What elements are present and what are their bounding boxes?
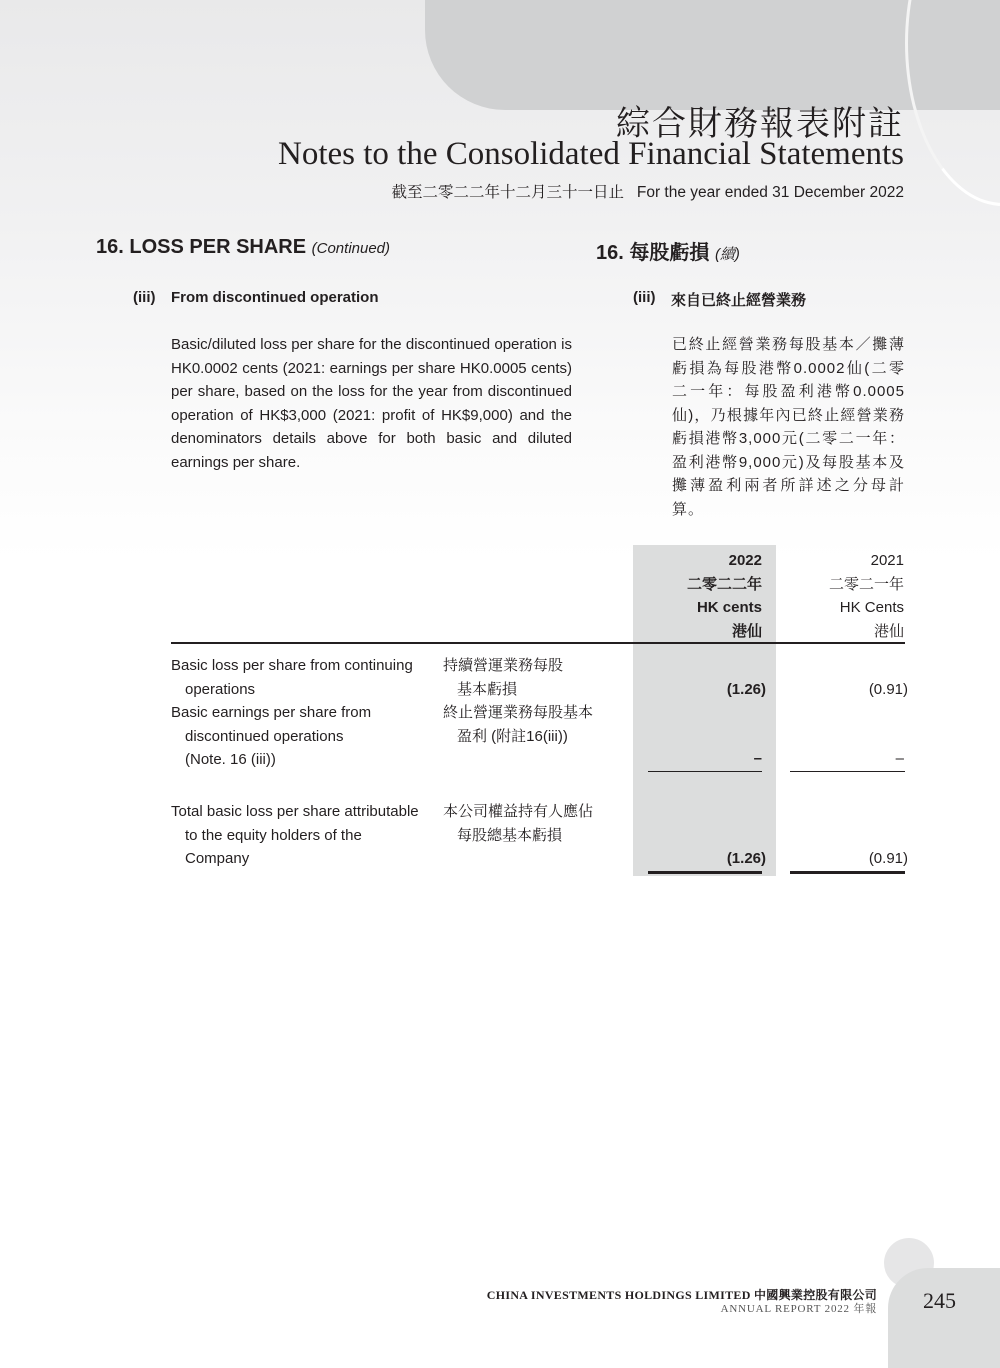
subtotal-rule-2021 xyxy=(790,771,905,772)
table-row-label-english xyxy=(171,654,413,701)
paragraph-chinese: 已終止經營業務每股基本／攤薄虧損為每股港幣0.0002仙(二零二一年：每股盈利港幣0.0005仙)，乃根據年內已終止經營業務虧損港幣3,000元(二零二一年：盈利港幣9,000元)及每股基本及攤薄盈利兩者所詳述之分母計算。 xyxy=(672,336,905,518)
section-continued-label: (Continued) xyxy=(311,240,391,257)
table-row-label-chinese xyxy=(443,701,593,748)
page-title-chinese: 綜合財務報表附註 xyxy=(616,104,904,144)
table-cell-2021: – xyxy=(895,750,904,767)
table-cell-2021: (0.91) xyxy=(868,850,908,867)
row-label-line: Basic loss per share from continuing xyxy=(171,657,413,674)
section-number: 16. xyxy=(96,236,124,258)
table-cell-2022: (1.26) xyxy=(726,850,766,867)
section-heading-chinese xyxy=(596,236,740,265)
section-heading-english xyxy=(96,236,390,259)
total-rule-2021 xyxy=(790,871,905,874)
period-english: For the year ended 31 December 2022 xyxy=(636,184,904,201)
column-year-cn: 二零二二年 xyxy=(686,575,762,593)
page-number: 245 xyxy=(923,1288,956,1313)
table-cell-2021: (0.91) xyxy=(868,681,908,698)
row-label-line: Total basic loss per share attributable xyxy=(171,803,419,820)
column-year: 2022 xyxy=(728,552,762,569)
table-row-label-english xyxy=(171,701,371,772)
row-label-line: 每股總基本虧損 xyxy=(457,826,563,844)
table-cell-2022: – xyxy=(753,750,762,767)
table-row-label-english xyxy=(171,800,419,871)
table-row-label-chinese xyxy=(443,654,563,701)
row-label-line: to the equity holders of the xyxy=(185,826,362,844)
total-rule-2022 xyxy=(648,871,762,874)
row-label-line: 持續營運業務每股 xyxy=(443,657,564,674)
column-header-2021 xyxy=(829,549,904,643)
paragraph-english: Basic/diluted loss per share for the discontinued operation is HK0.0002 cents (2021: earnings per share HK0.0005 cents) per share, based on the loss for the year from discontinued operation of HK$3,000 (2021: profit of HK$9,000) and the denominators details above for both basic and diluted earnings per share. xyxy=(171,336,572,471)
row-label-line: Basic earnings per share from xyxy=(171,704,372,721)
row-label-line: 盈利 (附註16(iii)) xyxy=(457,727,568,745)
section-title: LOSS PER SHARE xyxy=(129,236,307,258)
row-label-line: 基本虧損 xyxy=(457,680,518,698)
subsection-number: (iii) xyxy=(133,289,156,306)
table-row-label-chinese xyxy=(443,800,593,847)
table-cell-2022: (1.26) xyxy=(726,681,766,698)
column-year: 2021 xyxy=(870,552,904,569)
period-chinese: 截至二零二二年十二月三十一日止 xyxy=(391,184,624,201)
period-subtitle xyxy=(391,180,904,202)
row-label-line: Company xyxy=(185,850,250,867)
row-label-line: (Note. 16 (iii)) xyxy=(185,751,276,768)
subtotal-rule-2022 xyxy=(648,771,762,772)
row-label-line: operations xyxy=(185,680,256,698)
row-label-line: 本公司權益持有人應佔 xyxy=(443,803,594,820)
column-unit-cn: 港仙 xyxy=(731,622,762,640)
column-header-2022 xyxy=(687,549,762,643)
subsection-title-cn: 來自已終止經營業務 xyxy=(671,292,807,309)
column-year-cn: 二零二一年 xyxy=(828,575,904,593)
section-continued-label-cn: (續) xyxy=(714,246,740,263)
footer-decorative-tab xyxy=(888,1268,1000,1368)
table-header-rule xyxy=(171,642,905,644)
page-title-english: Notes to the Consolidated Financial Statements xyxy=(278,136,904,172)
row-label-line: 終止營運業務每股基本 xyxy=(443,704,594,721)
section-number-cn: 16. xyxy=(596,242,624,264)
footer-report-title: ANNUAL REPORT 2022 年報 xyxy=(720,1303,877,1315)
column-unit-cn: 港仙 xyxy=(873,622,904,640)
footer-company-name: CHINA INVESTMENTS HOLDINGS LIMITED 中國興業控股有限公司 xyxy=(486,1288,877,1302)
column-unit: HK Cents xyxy=(839,599,904,616)
column-unit: HK cents xyxy=(696,599,762,616)
row-label-line: discontinued operations xyxy=(185,727,344,745)
subsection-title: From discontinued operation xyxy=(171,289,379,306)
subsection-number-cn: (iii) xyxy=(633,289,656,306)
section-title-cn: 每股虧損 xyxy=(629,242,710,264)
